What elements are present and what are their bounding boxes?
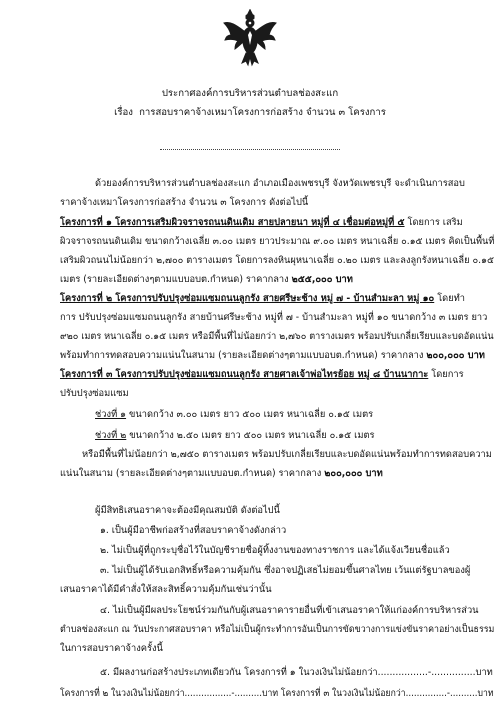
- intro-line-2: ราคาจ้างเหมาโครงการก่อสร้าง จำนวน ๓ โครงการ ดังต่อไปนี้: [60, 197, 309, 208]
- project-3-section-2: [95, 431, 374, 440]
- project-3-line-1: [60, 370, 464, 379]
- qualification-item-continued: โครงการที่ ๒ ในวงเงินไม่น้อยกว่า.................-..........บาท โครงการที่ ๓ ในวงเงินไม่น้อยกว่า...............-..........บาท: [60, 688, 494, 699]
- section-1-label: ช่วงที่ ๑: [95, 409, 127, 420]
- project-2-heading: โครงการที่ ๒ โครงการปรับปรุงซ่อมแซมถนนลูกรัง สายศรีษะช้าง หมู่ ๗ - บ้านสำมะลา หมู่ ๑๐: [60, 293, 435, 304]
- subject-label: เรื่อง: [114, 107, 133, 118]
- section-2-label: ช่วงที่ ๒: [95, 430, 127, 441]
- project-3-line-2: ปรับปรุงซ่อมแซม: [60, 388, 129, 399]
- project-3-section-1: [95, 410, 373, 419]
- project-2-line-2: การ ปรับปรุงซ่อมแซมถนนลูกรัง สายบ้านศรีษะช้าง หมู่ที่ ๗ - บ้านสำมะลา หมู่ที่ ๑๐ ขนาดกว้าง ๓ เมตร ยาว: [60, 312, 488, 323]
- section-1-text: ขนาดกว้าง ๓.๐๐ เมตร ยาว ๕๐๐ เมตร หนาเฉลี่ย ๐.๑๕ เมตร: [126, 409, 374, 420]
- project-3-price: ๒๐๐,๐๐๐ บาท: [324, 468, 383, 479]
- project-1-line-3: เสริมผิวถนนไม่น้อยกว่า ๒,๗๐๐ ตารางเมตร โดยการลงหินผุหนาเฉลี่ย ๐.๒๐ เมตร และลงลูกรังหนาเฉลี่ย ๐.๑๕: [60, 255, 495, 266]
- project-2-price-label: พร้อมทำการทดสอบความแน่นในสนาม (รายละเอียดต่างๆตามแบบอบต.กำหนด) ราคากลาง: [60, 350, 427, 361]
- announcement-title: ประกาศองค์การบริหารส่วนตำบลช่องสะแก: [161, 88, 339, 99]
- project-1-heading: โครงการที่ ๑ โครงการเสริมผิวจราจรถนนดินเดิม สายปลายนา หมู่ที่ ๔ เชื่อมต่อหมู่ที่ ๕: [60, 217, 405, 228]
- project-2-price: ๒๐๐,๐๐๐ บาท: [426, 350, 485, 361]
- dotted-separator: [160, 149, 340, 150]
- qualification-item: ๒. ไม่เป็นผู้ที่ถูกระบุชื่อไว้ในบัญชีรายชื่อผู้ทิ้งงานของทางราชการ และได้แจ้งเวียนชื่อแล้ว: [100, 545, 450, 556]
- qualification-item: ๑. เป็นผู้มีอาชีพก่อสร้างที่สอบราคาจ้างดังกล่าว: [100, 525, 287, 536]
- qualification-item: ๔. ไม่เป็นผู้มีผลประโยชน์ร่วมกันกับผู้เสนอราคารายอื่นที่เข้าเสนอราคาให้แก่องค์การบริหารส่วน: [100, 605, 479, 616]
- project-1-heading-tail: โดยการ เสริม: [404, 217, 463, 228]
- project-2-heading-tail: โดยทำ: [434, 293, 466, 304]
- qualification-item: ๓. ไม่เป็นผู้ได้รับเอกสิทธิ์หรือความคุ้มกัน ซึ่งอาจปฏิเสธไม่ยอมขึ้นศาลไทย เว้นแต่รัฐบาลของผู้: [100, 565, 471, 576]
- qualification-item-continued: ในการสอบราคาจ้างครั้งนี้: [60, 643, 163, 654]
- project-2-line-1: [60, 294, 465, 303]
- project-2-line-4: [60, 351, 485, 360]
- subject-line: [0, 108, 500, 118]
- qualification-item-continued: เสนอราคาได้มีคำสั่งให้สละสิทธิ์ความคุ้มกันเช่นว่านั้น: [60, 584, 272, 595]
- project-2-line-3: ๙๒๐ เมตร หนาเฉลี่ย ๐.๑๕ เมตร หรือมีพื้นที่ไม่น้อยกว่า ๒,๗๖๐ ตารางเมตร พร้อมปรับเกลี่ยเรียบและบดอัดแน่น: [60, 331, 494, 342]
- section-2-text: ขนาดกว้าง ๒.๕๐ เมตร ยาว ๕๐๐ เมตร หนาเฉลี่ย ๐.๑๕ เมตร: [126, 430, 375, 441]
- intro-line-1: ด้วยองค์การบริหารส่วนตำบลช่องสะแก อำเภอเมืองเพชรบุรี จังหวัดเพชรบุรี จะดำเนินการสอบ: [95, 178, 465, 189]
- project-3-price-label: แน่นในสนาม (รายละเอียดต่างๆตามแบบอบต.กำหนด) ราคากลาง: [60, 468, 325, 479]
- project-3-heading: โครงการที่ ๓ โครงการปรับปรุงซ่อมแซมถนนลูกรัง สายศาลเจ้าพ่อไทรย้อย หมู่ ๘ บ้านนากาะ: [60, 369, 429, 380]
- project-1-line-4: [60, 275, 353, 284]
- qualification-item-continued: ตำบลช่องสะแก ณ วันประกาศสอบราคา หรือไม่เป็นผู้กระทำการอันเป็นการขัดขวางการแข่งขันราคาอย่างเป็นธรรม: [60, 624, 495, 635]
- garuda-emblem-icon: [222, 5, 278, 67]
- subject-text: การสอบราคาจ้างเหมาโครงการก่อสร้าง จำนวน ๓ โครงการ: [139, 107, 386, 118]
- project-1-line-1: [60, 218, 463, 227]
- project-1-line-2: ผิวจราจรถนนดินเดิม ขนาดกว้างเฉลี่ย ๓.๐๐ เมตร ยาวประมาณ ๙.๐๐ เมตร หนาเฉลี่ย ๐.๑๕ เมตร คิดเป็นพื้นที่: [60, 236, 495, 247]
- project-1-price: ๒๕๕,๐๐๐ บาท: [291, 274, 353, 285]
- qualification-item: ๕. มีผลงานก่อสร้างประเภทเดียวกัน โครงการที่ ๑ ในวงเงินไม่น้อยกว่า.................-...............บาท: [100, 667, 493, 678]
- project-1-price-label: เมตร (รายละเอียดต่างๆตามแบบอบต.กำหนด) ราคากลาง: [60, 274, 292, 285]
- qualifications-heading: ผู้มีสิทธิเสนอราคาจะต้องมีคุณสมบัติ ดังต่อไปนี้: [95, 505, 280, 516]
- project-3-line-6: [60, 469, 383, 478]
- project-3-heading-tail: โดยการ: [428, 369, 464, 380]
- project-3-line-5: หรือมีพื้นที่ไม่น้อยกว่า ๒,๗๕๐ ตารางเมตร พร้อมปรับเกลี่ยเรียบและบดอัดแน่นพร้อมทำการทดสอบความ: [82, 449, 492, 460]
